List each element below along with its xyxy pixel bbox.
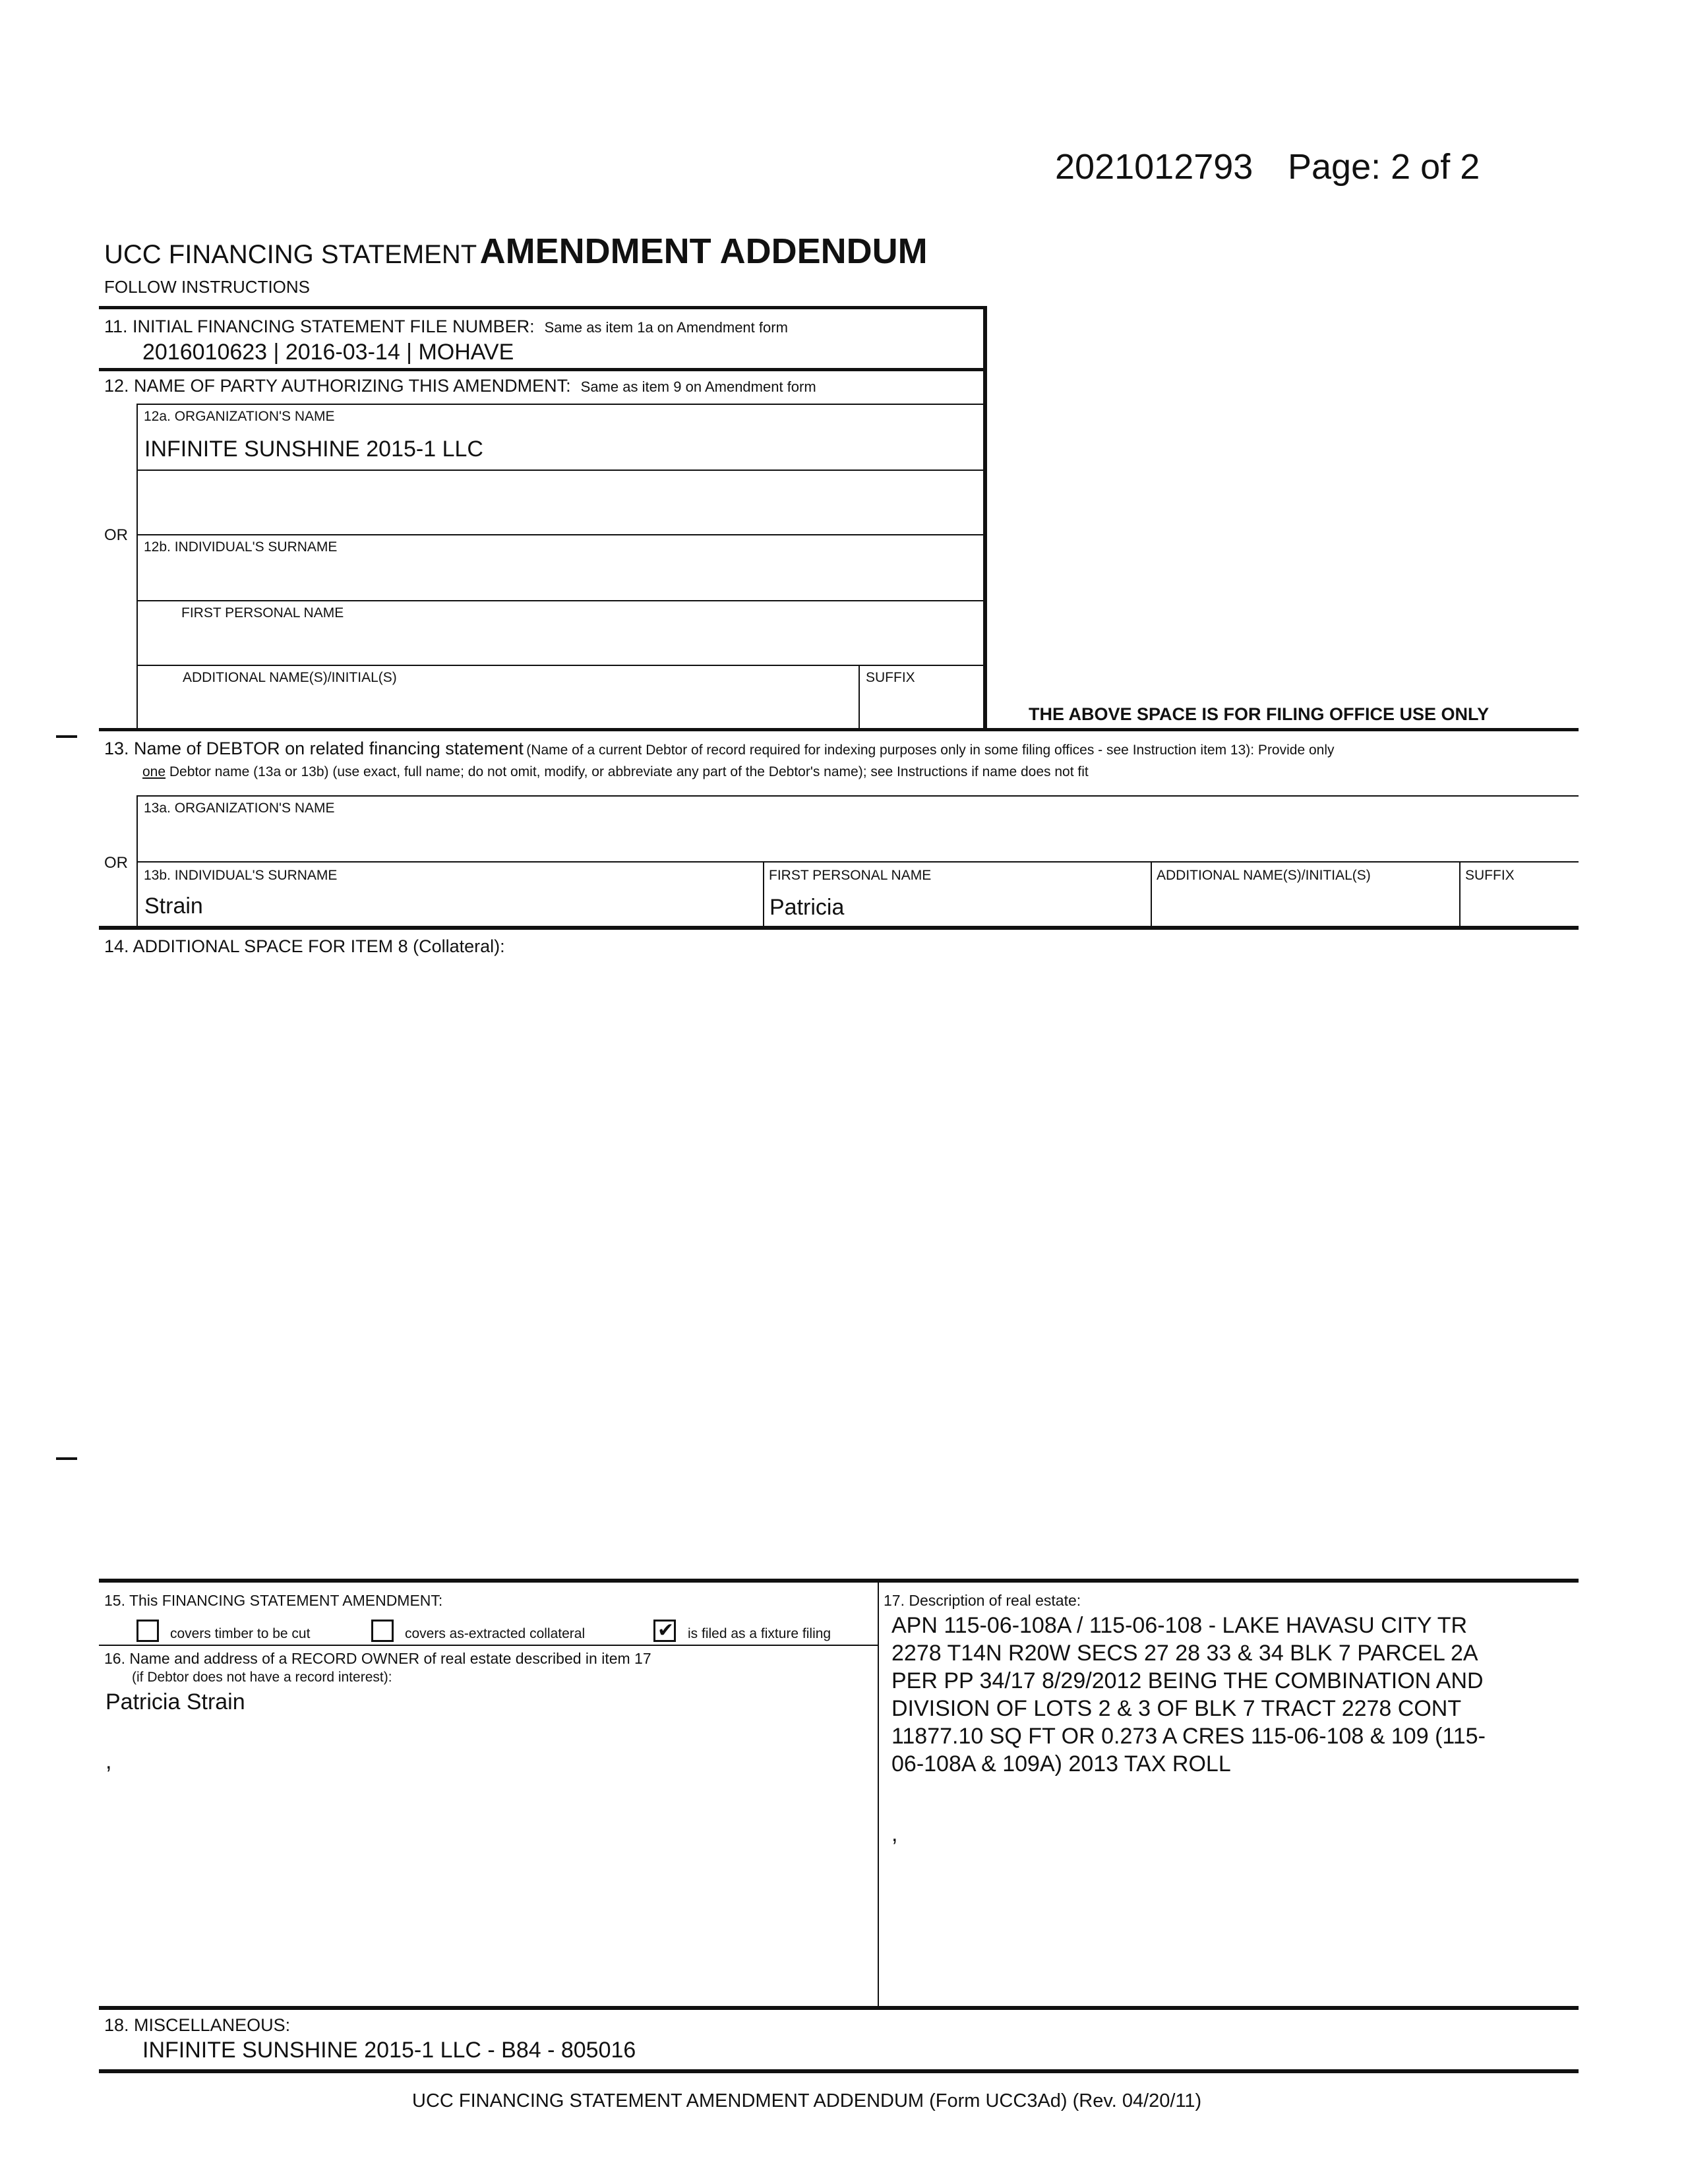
filing-office-note: THE ABOVE SPACE IS FOR FILING OFFICE USE ONLY <box>1029 704 1490 724</box>
fixture-filing-checkbox[interactable] <box>653 1620 676 1642</box>
as-extracted-checkbox[interactable] <box>371 1620 394 1642</box>
item16-label: 16. Name and address of a RECORD OWNER of real estate described in item 17 <box>104 1650 651 1667</box>
item17-comma: , <box>891 1821 898 1846</box>
rule <box>136 470 985 471</box>
item12-additional-label: ADDITIONAL NAME(S)/INITIAL(S) <box>183 670 397 685</box>
item12-first-name-label: FIRST PERSONAL NAME <box>181 605 344 621</box>
item13b-surname[interactable]: Strain <box>144 894 203 919</box>
rule <box>1459 861 1461 928</box>
rule <box>136 795 1579 797</box>
form-title <box>104 231 928 272</box>
item16-record-owner[interactable]: Patricia Strain <box>106 1689 245 1714</box>
item17-description[interactable] <box>891 1612 1486 1778</box>
item11-file-number[interactable]: 2016010623 | 2016-03-14 | MOHAVE <box>142 340 514 365</box>
item12-note: Same as item 9 on Amendment form <box>580 379 816 395</box>
item18-misc[interactable]: INFINITE SUNSHINE 2015-1 LLC - B84 - 805016 <box>142 2038 636 2063</box>
rule <box>99 1579 1579 1583</box>
item12a-label: 12a. ORGANIZATION'S NAME <box>144 409 335 424</box>
item13a-label: 13a. ORGANIZATION'S NAME <box>144 801 335 816</box>
item11-label: 11. INITIAL FINANCING STATEMENT FILE NUMBER: Same as item 1a on Amendment form <box>104 317 788 336</box>
rule <box>99 1645 878 1646</box>
follow-instructions: FOLLOW INSTRUCTIONS <box>104 277 311 297</box>
fixture-filing-label: is filed as a fixture filing <box>688 1626 831 1641</box>
item15-label: 15. This FINANCING STATEMENT AMENDMENT: <box>104 1592 443 1609</box>
form-footer: UCC FINANCING STATEMENT AMENDMENT ADDENDUM (Form UCC3Ad) (Rev. 04/20/11) <box>412 2090 1202 2111</box>
item12-or: OR <box>104 526 128 544</box>
item12b-label: 12b. INDIVIDUAL'S SURNAME <box>144 539 338 555</box>
as-extracted-label: covers as-extracted collateral <box>405 1626 586 1641</box>
margin-mark <box>56 1457 77 1460</box>
item17-line: 06-108A & 109A) 2013 TAX ROLL <box>891 1751 1231 1776</box>
item17-label: 17. Description of real estate: <box>884 1592 1081 1609</box>
rule <box>1151 861 1152 928</box>
item13-label: 13. Name of DEBTOR on related financing statement (Name of a current Debtor of record required for indexing purposes only in some filing offices - see Instruction item 13): Provide only <box>104 739 1335 758</box>
item12-label: 12. NAME OF PARTY AUTHORIZING THIS AMENDMENT: Same as item 9 on Amendment form <box>104 376 816 396</box>
item13-first-name[interactable]: Patricia <box>769 895 845 920</box>
item13-first-name-label: FIRST PERSONAL NAME <box>769 868 932 883</box>
item13-note-line2: one Debtor name (13a or 13b) (use exact, full name; do not omit, modify, or abbreviate any part of the Debtor's name); see Instructions if name does not fit <box>142 764 1089 779</box>
document-number: 2021012793 <box>1055 147 1253 187</box>
item13-note: (Name of a current Debtor of record required for indexing purposes only in some filing offices - see Instruction item 13): Provide only <box>526 743 1335 758</box>
form-title-small: UCC FINANCING STATEMENT <box>104 240 477 269</box>
item17-line: 11877.10 SQ FT OR 0.273 A CRES 115-06-108 & 109 (115- <box>891 1724 1486 1749</box>
item12-suffix-label: SUFFIX <box>866 670 915 685</box>
rule <box>99 926 1579 930</box>
rule <box>99 306 986 309</box>
collateral-space[interactable] <box>99 963 1579 1576</box>
item13b-label: 13b. INDIVIDUAL'S SURNAME <box>144 868 338 883</box>
margin-mark <box>56 735 77 738</box>
item12a-org-name[interactable]: INFINITE SUNSHINE 2015-1 LLC <box>144 437 483 462</box>
rule <box>136 600 985 601</box>
rule <box>878 1583 879 2006</box>
rule <box>136 665 985 666</box>
item13-additional-label: ADDITIONAL NAME(S)/INITIAL(S) <box>1157 868 1371 883</box>
rule <box>136 404 138 728</box>
item17-line: APN 115-06-108A / 115-06-108 - LAKE HAVASU CITY TR <box>891 1613 1468 1638</box>
rule <box>136 534 985 535</box>
form-title-large: AMENDMENT ADDENDUM <box>479 231 928 271</box>
rule <box>99 728 1579 731</box>
item14-label: 14. ADDITIONAL SPACE FOR ITEM 8 (Collateral): <box>104 936 505 956</box>
rule <box>136 861 1579 863</box>
rule <box>99 2006 1579 2010</box>
rule <box>99 2069 1579 2073</box>
item17-line: 2278 T14N R20W SECS 27 28 33 & 34 BLK 7 PARCEL 2A <box>891 1641 1478 1666</box>
timber-checkbox[interactable] <box>136 1620 159 1642</box>
rule <box>99 368 986 371</box>
item13-or: OR <box>104 854 128 872</box>
item17-line: PER PP 34/17 8/29/2012 BEING THE COMBINATION AND <box>891 1668 1484 1693</box>
item13-suffix-label: SUFFIX <box>1465 868 1515 883</box>
item11-note: Same as item 1a on Amendment form <box>544 319 788 336</box>
rule <box>859 665 860 728</box>
page-indicator: Page: 2 of 2 <box>1288 147 1480 187</box>
timber-label: covers timber to be cut <box>170 1626 311 1641</box>
rule <box>763 861 764 928</box>
item16-note: (if Debtor does not have a record interest): <box>132 1670 392 1685</box>
item16-address-comma: , <box>106 1749 112 1774</box>
item17-line: DIVISION OF LOTS 2 & 3 OF BLK 7 TRACT 2278 CONT <box>891 1696 1462 1721</box>
item18-label: 18. MISCELLANEOUS: <box>104 2015 291 2035</box>
rule <box>136 404 985 405</box>
